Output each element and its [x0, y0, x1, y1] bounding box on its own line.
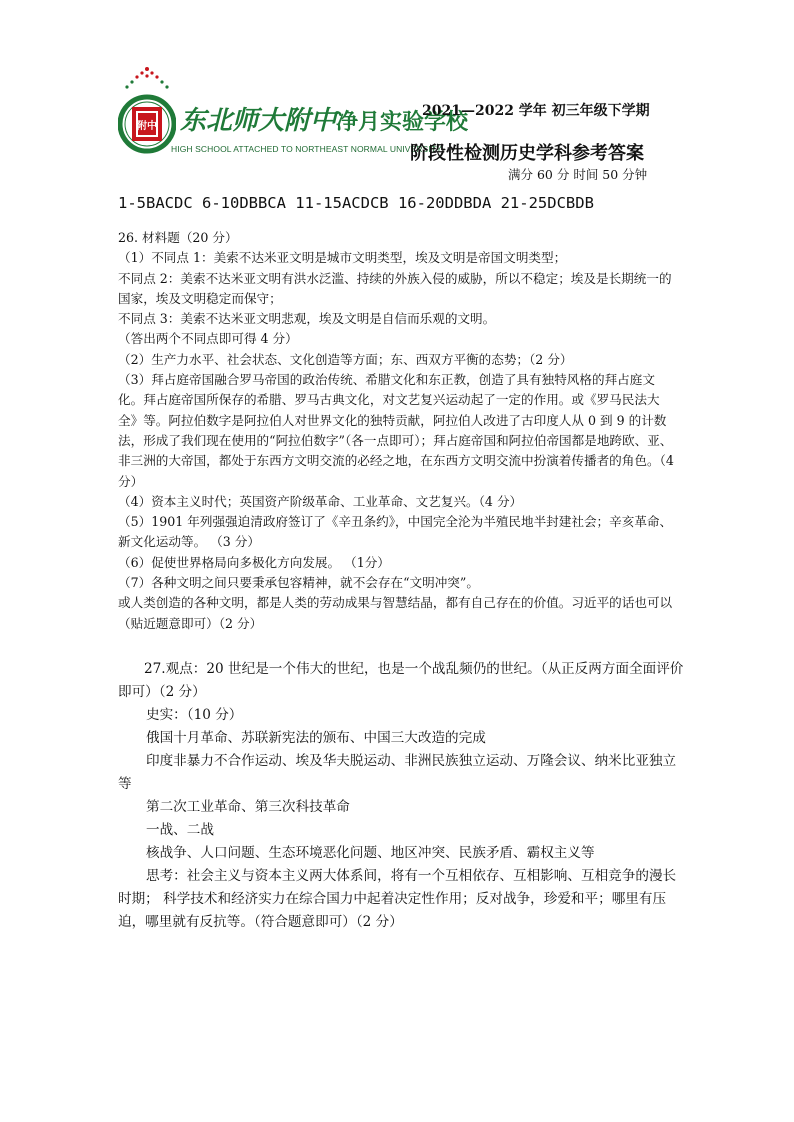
school-name-plain: 净月实验学校	[336, 110, 469, 135]
multiple-choice-answers: 1-5BACDC 6-10DBBCA 11-15ACDCB 16-20DDBDA 21-25DCBDB	[118, 194, 594, 212]
school-name-italic: 东北师大附中	[180, 106, 337, 136]
q26-line: 不同点 3：美索不达米亚文明悲观，埃及文明是自信而乐观的文明。	[118, 311, 496, 327]
q27-fact: 核战争、人口问题、生态环境恶化问题、地区冲突、民族矛盾、霸权主义等	[146, 845, 595, 861]
question-27	[118, 658, 686, 934]
q27-fact: 一战、二战	[146, 822, 214, 838]
q27-fact: 印度非暴力不合作运动、埃及华夫脱运动、非洲民族独立运动、万隆会议、纳米比亚独立等	[118, 753, 677, 792]
q27-viewpoint: 27.观点：20 世纪是一个伟大的世纪，也是一个战乱频仍的世纪。（从正反两方面全面评价即可）（2 分）	[118, 661, 684, 700]
q26-line: （3）拜占庭帝国融合罗马帝国的政治传统、希腊文化和东正教，创造了具有独特风格的拜占庭文化。拜占庭帝国所保存的希腊、罗马古典文化，对文艺复兴运动起了一定的作用。或《罗马民法大全》等。阿拉伯数字是阿拉伯人对世界文化的独特贡献，阿拉伯人改进了古印度人从 0 到 9 的计数法，形成了我们现在使用的“阿拉伯数字”（各一点即可）；拜占庭帝国和阿拉伯帝国都是地跨欧、亚、非三洲的大帝国，都处于东西方文明交流的必经之地，在东西方文明交流中扮演着传播者的角色。（4 分）	[118, 372, 674, 489]
q26-line: （7）各种文明之间只要秉承包容精神，就不会存在“文明冲突”。	[118, 575, 479, 591]
q26-line: （2）生产力水平、社会状态、文化创造等方面；东、西双方平衡的态势；（2 分）	[118, 351, 573, 367]
q27-facts-label: 史实：（10 分）	[146, 707, 243, 723]
q26-heading: 26. 材料题（20 分）	[118, 230, 238, 245]
q26-line: （5）1901 年列强强迫清政府签订了《辛丑条约》，中国完全沦为半殖民地半封建社会；辛亥革命、新文化运动等。 （3 分）	[118, 514, 673, 550]
q26-line: （4）资本主义时代；英国资产阶级革命、工业革命、文艺复兴。（4 分）	[118, 493, 523, 509]
school-logo	[118, 66, 176, 162]
year-term: 2021—2022 学年 初三年级下学期	[422, 103, 650, 119]
q26-line: 或人类创造的各种文明，都是人类的劳动成果与智慧结晶，都有自己存在的价值。习近平的话也可以（贴近题意即可）（2 分）	[118, 595, 673, 631]
question-26	[118, 228, 678, 634]
q27-thinking: 思考：社会主义与资本主义两大体系间，将有一个互相依存、互相影响、互相竞争的漫长时期； 科学技术和经济实力在综合国力中起着决定性作用；反对战争，珍爱和平；哪里有压迫，哪里就有反抗等。（符合题意即可）（2 分）	[118, 868, 677, 930]
q26-line: （6）促使世界格局向多极化方向发展。 （1分）	[118, 554, 390, 570]
q26-line: （答出两个不同点即可得 4 分）	[118, 331, 298, 347]
school-name-en: HIGH SCHOOL ATTACHED TO NORTHEAST NORMAL UNIVERSITY	[171, 144, 442, 154]
q26-line: （1）不同点 1：美索不达米亚文明是城市文明类型，埃及文明是帝国文明类型；	[118, 250, 567, 266]
q27-fact: 俄国十月革命、苏联新宪法的颁布、中国三大改造的完成	[146, 730, 486, 746]
q27-fact: 第二次工业革命、第三次科技革命	[146, 799, 350, 815]
svg-text:附中: 附中	[137, 121, 157, 132]
score-time: 满分 60 分 时间 50 分钟	[508, 167, 648, 182]
q26-line: 不同点 2：美索不达米亚文明有洪水泛滥、持续的外族入侵的威胁，所以不稳定；埃及是长期统一的国家，埃及文明稳定而保守；	[118, 270, 672, 306]
page-title: 阶段性检测历史学科参考答案	[410, 143, 644, 164]
